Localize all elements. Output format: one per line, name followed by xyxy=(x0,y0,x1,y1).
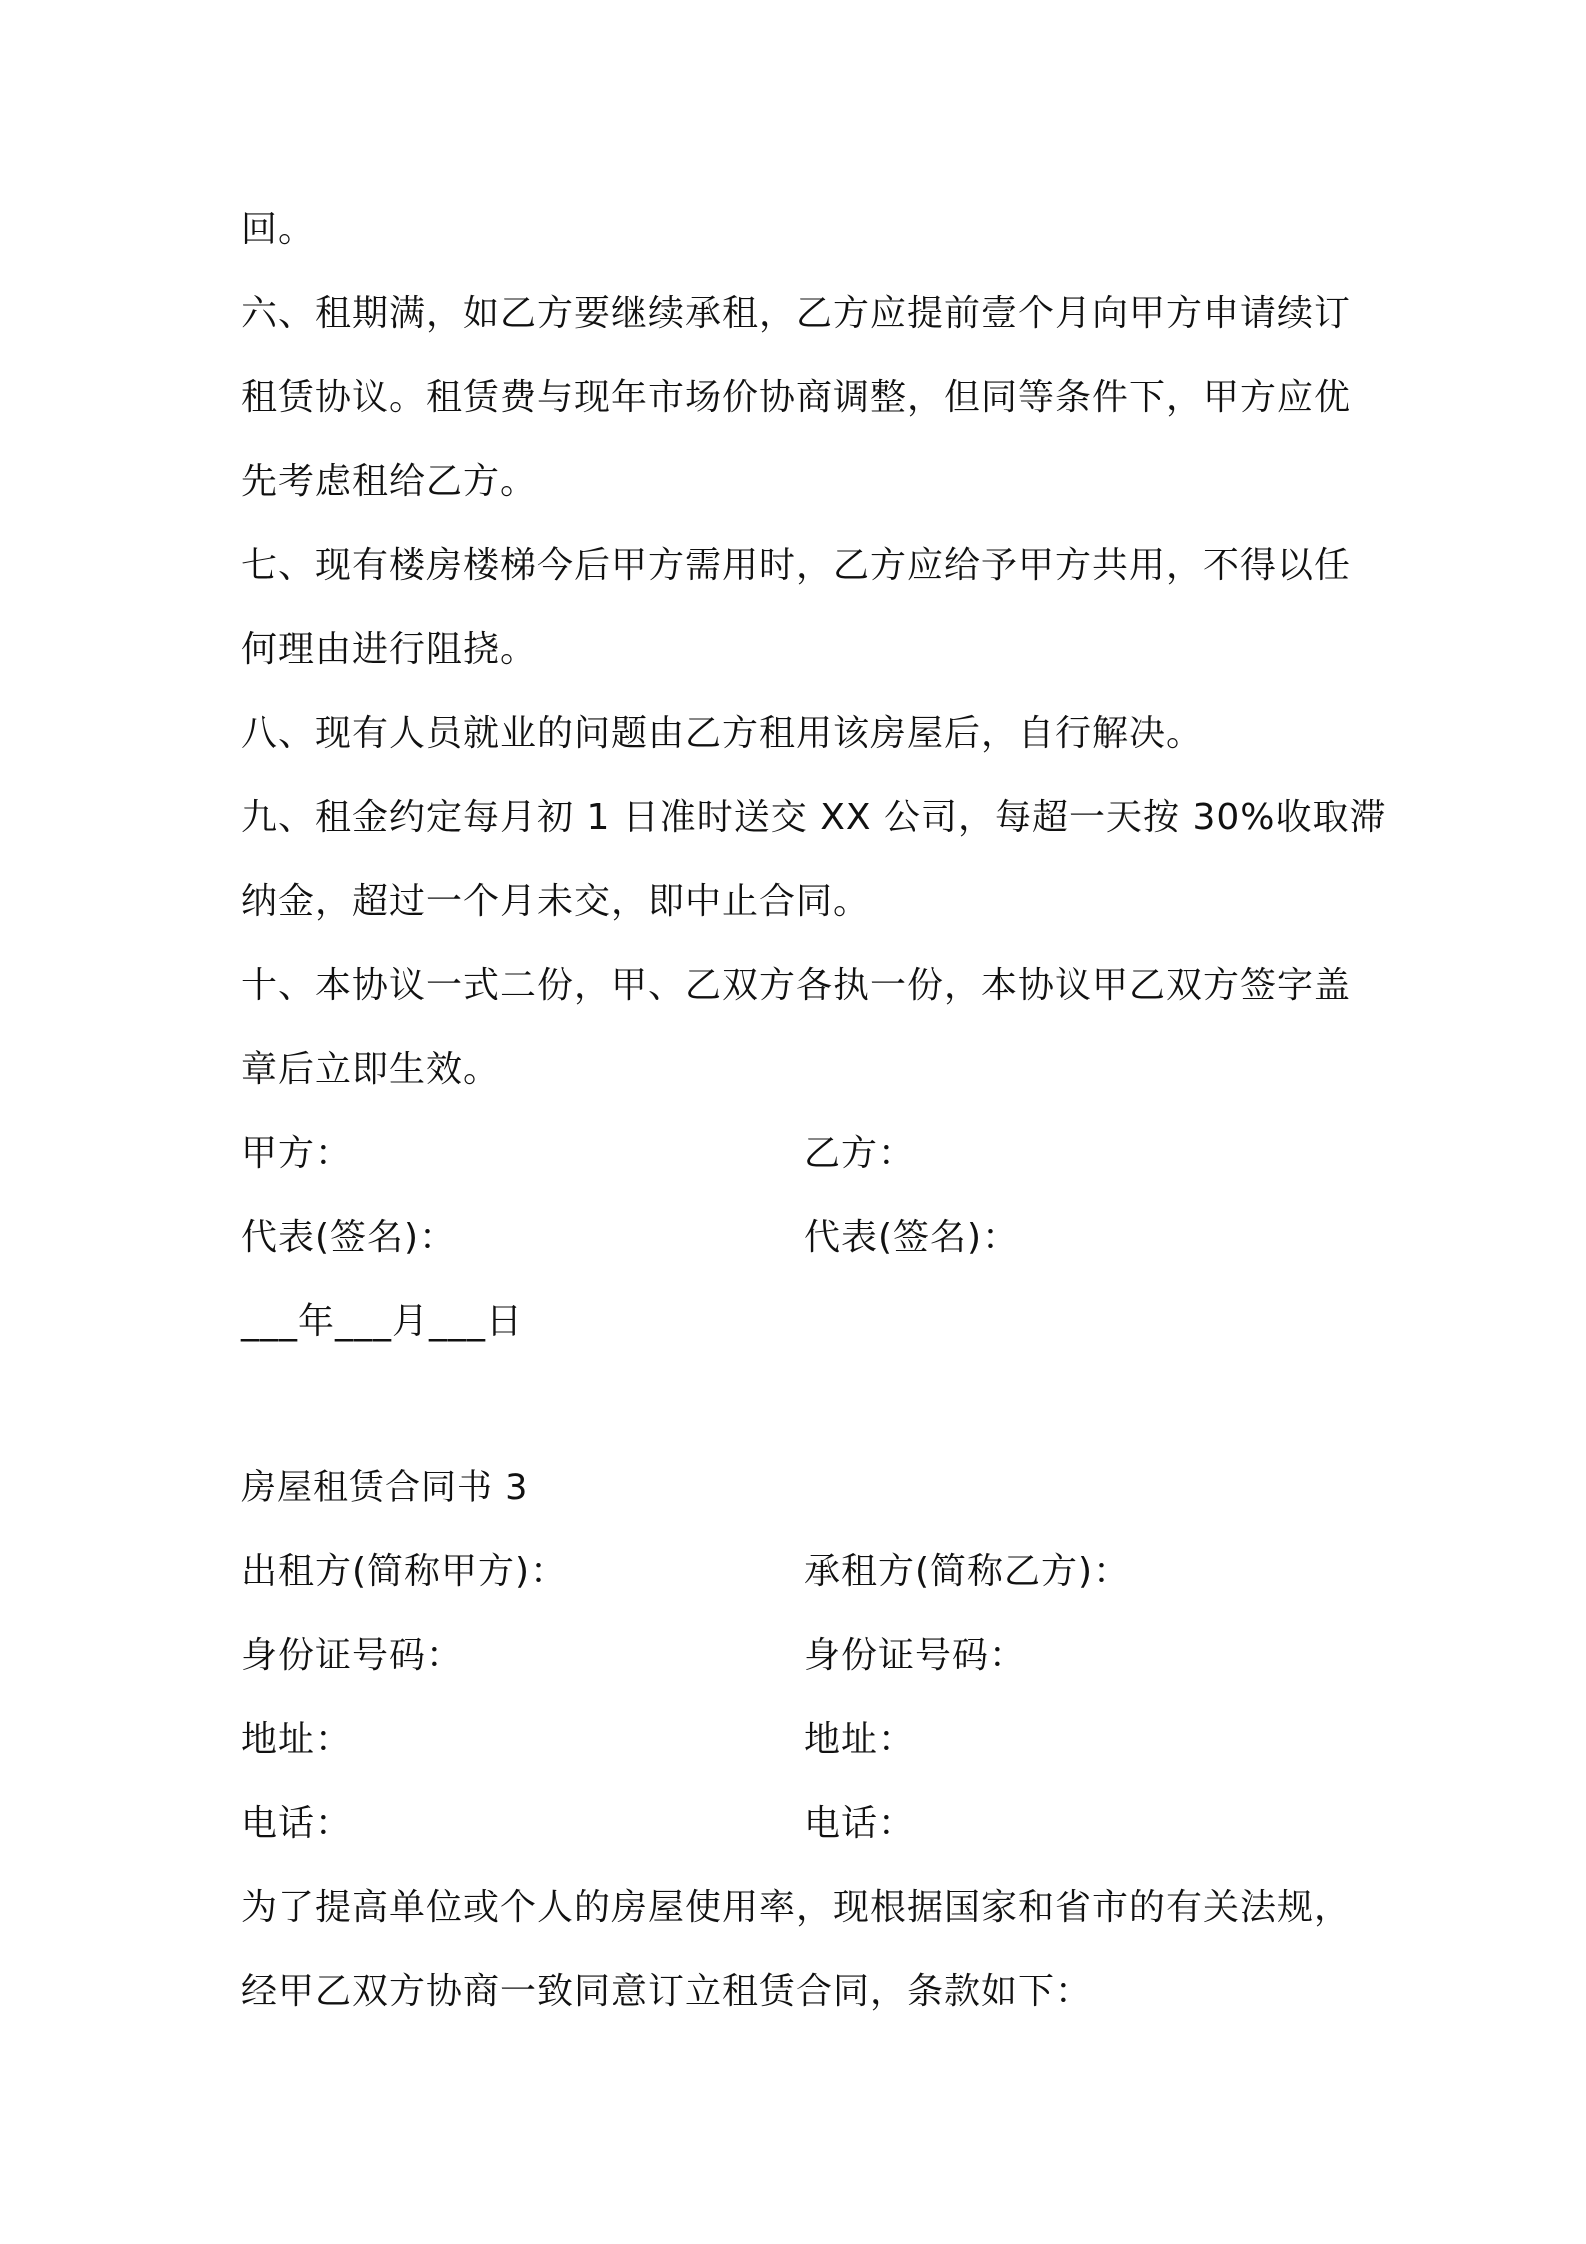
party-b-label: 乙方： xyxy=(804,1133,916,1174)
clause-6-line-3: 先考虑租给乙方。 xyxy=(241,461,538,502)
representative-b-label: 代表(签名)： xyxy=(804,1217,1020,1258)
clause-6-line-1: 六、租期满，如乙方要继续承租，乙方应提前壹个月向甲方申请续订 xyxy=(241,293,1352,334)
lessee-label: 承租方(简称乙方)： xyxy=(804,1551,1131,1592)
lessor-id-label: 身份证号码： xyxy=(241,1635,464,1676)
clause-7-line-2: 何理由进行阻挠。 xyxy=(241,629,538,670)
intro-line-2: 经甲乙双方协商一致同意订立租赁合同，条款如下： xyxy=(241,1971,1093,2012)
clause-6-line-2: 租赁协议。租赁费与现年市场价协商调整，但同等条件下，甲方应优 xyxy=(241,377,1352,418)
intro-line-1: 为了提高单位或个人的房屋使用率，现根据国家和省市的有关法规， xyxy=(241,1887,1352,1928)
clause-8: 八、现有人员就业的问题由乙方租用该房屋后，自行解决。 xyxy=(241,713,1204,754)
clause-10-line-1: 十、本协议一式二份，甲、乙双方各执一份，本协议甲乙双方签字盖 xyxy=(241,965,1352,1006)
contract-3-title: 房屋租赁合同书 3 xyxy=(241,1468,529,1508)
lessee-id-label: 身份证号码： xyxy=(804,1635,1027,1676)
date-line: ___年___月___日 xyxy=(241,1301,524,1342)
clause-continuation: 回。 xyxy=(241,209,316,250)
lessor-label: 出租方(简称甲方)： xyxy=(241,1551,568,1592)
representative-a-label: 代表(签名)： xyxy=(241,1217,457,1258)
clause-9-line-2: 纳金，超过一个月未交，即中止合同。 xyxy=(241,881,871,922)
clause-7-line-1: 七、现有楼房楼梯今后甲方需用时，乙方应给予甲方共用，不得以任 xyxy=(241,545,1352,586)
lessor-address-label: 地址： xyxy=(241,1719,353,1760)
lessor-phone-label: 电话： xyxy=(241,1803,353,1844)
clause-10-line-2: 章后立即生效。 xyxy=(241,1049,501,1090)
lessee-address-label: 地址： xyxy=(804,1719,916,1760)
clause-9-line-1: 九、租金约定每月初 1 日准时送交 XX 公司，每超一天按 30%收取滞 xyxy=(241,797,1387,838)
party-a-label: 甲方： xyxy=(241,1133,353,1174)
lessee-phone-label: 电话： xyxy=(804,1803,916,1844)
